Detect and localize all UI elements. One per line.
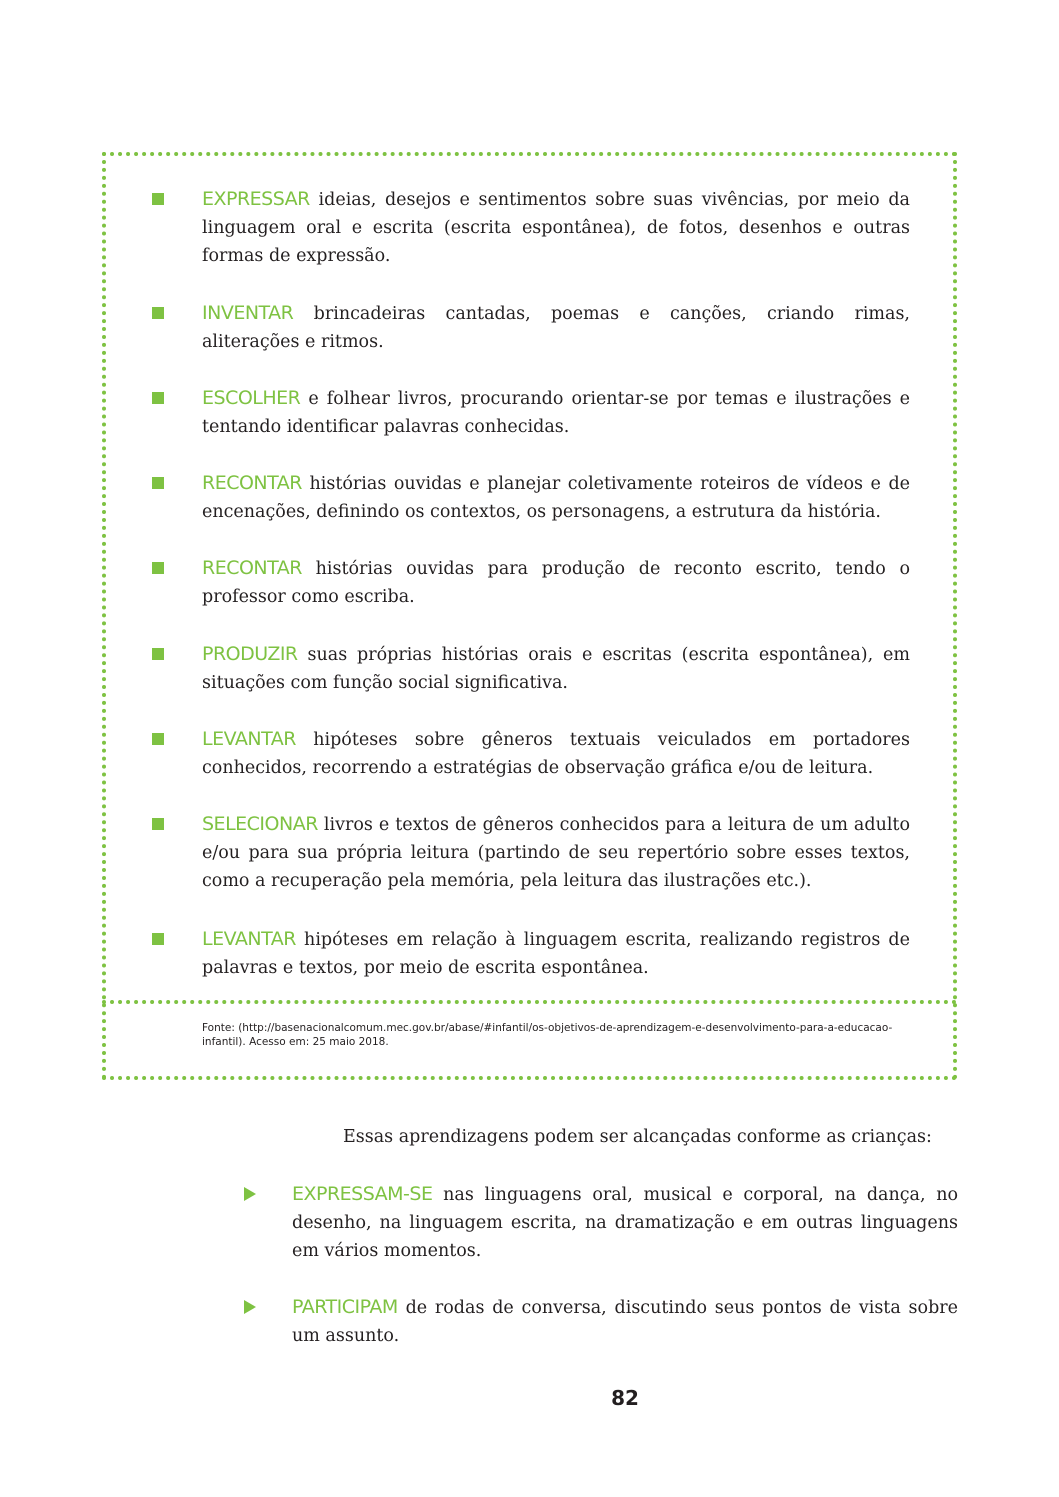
- square-bullet-icon: [152, 933, 164, 945]
- item-keyword: EXPRESSAM-SE: [292, 1183, 433, 1205]
- item-keyword: EXPRESSAR: [202, 188, 310, 210]
- list-item: [292, 1293, 958, 1350]
- item-text: de rodas de conversa, discutindo seus pontos de vista sobre um assunto.: [292, 1298, 958, 1346]
- triangle-bullet-icon: [244, 1187, 256, 1201]
- list-item: [202, 725, 910, 782]
- item-text: hipóteses em relação à linguagem escrita, realizando registros de palavras e textos, por meio de escrita espontânea.: [202, 930, 910, 978]
- item-text: suas próprias histórias orais e escritas (escrita espontânea), em situações com função social significativa.: [202, 645, 910, 693]
- list-item: [202, 384, 910, 441]
- list-item: [202, 810, 910, 895]
- item-text: brincadeiras cantadas, poemas e canções, criando rimas, aliterações e ritmos.: [202, 304, 910, 352]
- item-keyword: ESCOLHER: [202, 387, 301, 409]
- item-text: hipóteses sobre gêneros textuais veiculados em portadores conhecidos, recorrendo a estratégias de observação gráfica e/ou de leitura.: [202, 730, 910, 778]
- list-item: [202, 299, 910, 356]
- list-item: [202, 185, 910, 270]
- item-text: histórias ouvidas para produção de reconto escrito, tendo o professor como escriba.: [202, 559, 910, 607]
- square-bullet-icon: [152, 648, 164, 660]
- item-text: nas linguagens oral, musical e corporal, na dança, no desenho, na linguagem escrita, na dramatização e em outras linguagens em vários momentos.: [292, 1185, 958, 1261]
- item-text: histórias ouvidas e planejar coletivamente roteiros de vídeos e de encenações, definindo os contextos, os personagens, a estrutura da história.: [202, 474, 910, 522]
- list-item: [202, 469, 910, 526]
- item-keyword: RECONTAR: [202, 557, 302, 579]
- triangle-bullet-icon: [244, 1300, 256, 1314]
- square-bullet-icon: [152, 818, 164, 830]
- item-text: ideias, desejos e sentimentos sobre suas vivências, por meio da linguagem oral e escrita (escrita espontânea), de fotos, desenhos e outras formas de expressão.: [202, 190, 910, 266]
- list-item: [292, 1180, 958, 1265]
- square-bullet-icon: [152, 392, 164, 404]
- item-keyword: RECONTAR: [202, 472, 302, 494]
- square-bullet-icon: [152, 733, 164, 745]
- item-keyword: LEVANTAR: [202, 928, 296, 950]
- item-text: e folhear livros, procurando orientar-se por temas e ilustrações e tentando identificar palavras conhecidas.: [202, 389, 910, 437]
- square-bullet-icon: [152, 193, 164, 205]
- item-keyword: PARTICIPAM: [292, 1296, 398, 1318]
- page-number: 82: [611, 1386, 639, 1410]
- square-bullet-icon: [152, 307, 164, 319]
- square-bullet-icon: [152, 562, 164, 574]
- list-item: [202, 640, 910, 697]
- item-keyword: LEVANTAR: [202, 728, 296, 750]
- item-keyword: INVENTAR: [202, 302, 294, 324]
- list-item: [202, 554, 910, 611]
- item-keyword: SELECIONAR: [202, 813, 318, 835]
- source-citation: Fonte: (http://basenacionalcomum.mec.gov.br/abase/#infantil/os-objetivos-de-aprendizagem-e-desenvolvimento-para-a-educacao-infantil). Acesso em: 25 maio 2018.: [202, 1022, 893, 1048]
- box-divider: [102, 1000, 957, 1004]
- intro-paragraph: Essas aprendizagens podem ser alcançadas conforme as crianças:: [343, 1127, 932, 1147]
- square-bullet-icon: [152, 477, 164, 489]
- list-item: [202, 925, 910, 982]
- item-keyword: PRODUZIR: [202, 643, 298, 665]
- item-text: livros e textos de gêneros conhecidos para a leitura de um adulto e/ou para sua própria leitura (partindo de seu repertório sobre esses textos, como a recuperação pela memória, pela leitura das ilustrações etc.).: [202, 815, 910, 891]
